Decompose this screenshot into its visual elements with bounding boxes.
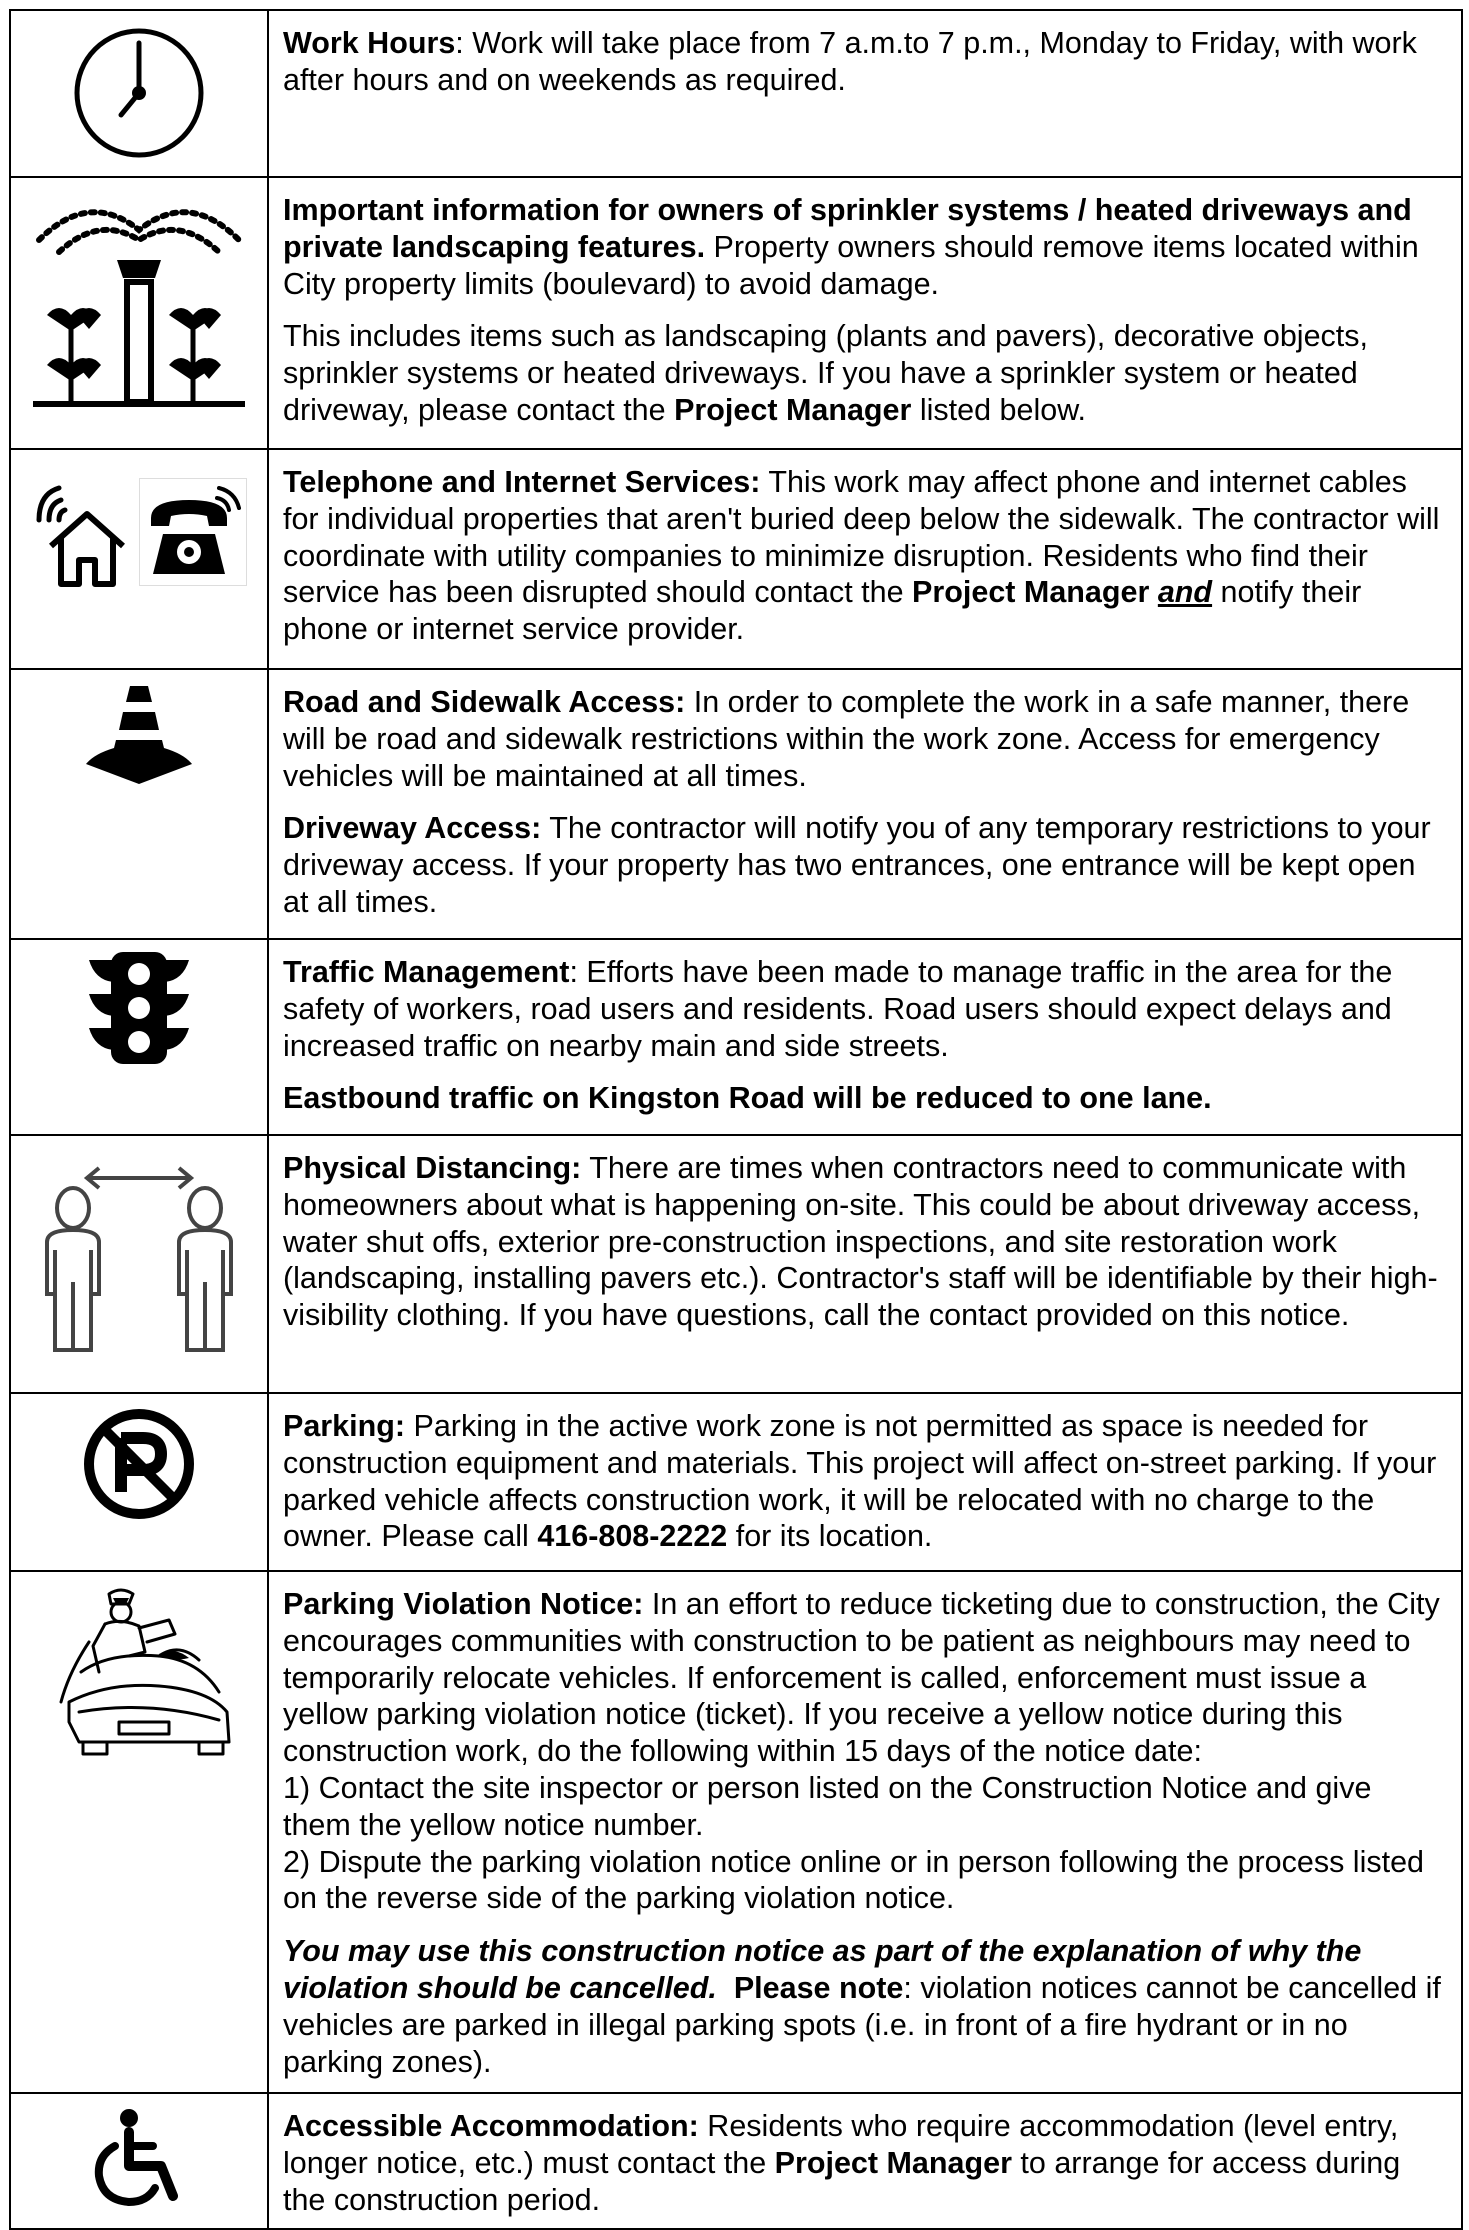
paragraph: [283, 192, 1447, 302]
home-wifi-icon: [29, 480, 129, 590]
notice-row-road-access: [10, 669, 1462, 939]
text-cell: [268, 449, 1462, 669]
paragraph: [283, 1408, 1447, 1555]
text-cell: [268, 939, 1462, 1135]
body-text: for its location.: [727, 1519, 933, 1554]
separator: :: [569, 955, 587, 989]
body-text: to arrange for access during the construction period.: [283, 2145, 1401, 2217]
icon-cell: [10, 1393, 268, 1571]
heading-driveway-access: Driveway Access:: [283, 811, 542, 846]
text-cell: [268, 177, 1462, 449]
traffic-light-icon: [89, 952, 189, 1064]
body-text: There are times when contractors need to communicate with homeowners about what is happening on-site. This could be about driveway access, water shut offs, exterior pre-construction inspections, and site restoration work (landscaping, installing pavers etc.). Contractor's staff will be identifiable by their high-visibility clothing. If you have questions, call the contact provided on this notice.: [283, 1151, 1438, 1333]
notice-row-traffic: [10, 939, 1462, 1135]
icon-cell: [10, 2093, 268, 2229]
paragraph: [283, 25, 1447, 99]
text-cell: [268, 2093, 1462, 2229]
step-2-text: 2) Dispute the parking violation notice online or in person following the process listed on the reverse side of the parking violation notice.: [283, 1844, 1425, 1916]
text-cell: [268, 1135, 1462, 1393]
separator: :: [455, 26, 473, 60]
construction-notice-table: [9, 9, 1463, 2230]
step-1-text: 1) Contact the site inspector or person listed on the Construction Notice and give them the yellow notice number.: [283, 1770, 1372, 1842]
no-parking-icon: [83, 1408, 195, 1520]
body-text: Property owners should remove items located within City property limits (boulevard) to avoid damage.: [283, 229, 1419, 301]
paragraph: [283, 810, 1447, 920]
heading-sprinkler: Important information for owners of sprinkler systems / heated driveways and private landscaping features.: [283, 193, 1412, 264]
separator: :: [903, 1970, 921, 2005]
body-text: Parking in the active work zone is not permitted as space is needed for construction equipment and materials. This project will affect on-street parking. If your parked vehicle affects construction work, it will be relocated with no charge to the owner. Please call: [283, 1409, 1437, 1554]
wheelchair-accessibility-icon: [91, 2108, 191, 2208]
paragraph: [283, 1933, 1447, 2080]
body-text: violation notices cannot be cancelled if vehicles are parked in illegal parking spots (i.e. in front of a fire hydrant or in no parking zones).: [283, 1970, 1441, 2079]
body-text: Efforts have been made to manage traffic in the area for the safety of workers, road users and residents. Road users should expect delays and increased traffic on nearby main and side streets.: [283, 955, 1393, 1063]
paragraph: [283, 954, 1447, 1064]
notice-row-physical-distancing: [10, 1135, 1462, 1393]
body-text: In order to complete the work in a safe manner, there will be road and sidewalk restrictions within the work zone. Access for emergency vehicles will be maintained at all times.: [283, 685, 1410, 793]
paragraph: [283, 1150, 1447, 1334]
heading-physical-distancing: Physical Distancing:: [283, 1151, 582, 1185]
sprinkler-garden-icon: [29, 190, 249, 420]
body-text: The contractor will notify you of any temporary restrictions to your driveway access. If your property has two entrances, one entrance will be kept open at all times.: [283, 811, 1431, 919]
notice-row-telephone-internet: [10, 449, 1462, 669]
telephone-icon: [139, 478, 247, 586]
text-cell: [268, 1393, 1462, 1571]
paragraph: [283, 2108, 1447, 2218]
traffic-cone-icon: [84, 684, 194, 784]
notice-row-parking: [10, 1393, 1462, 1571]
icon-cell: [10, 177, 268, 449]
body-text: This work may affect phone and internet cables for individual properties that aren't buried deep below the sidewalk. The contractor will coordinate with utility companies to minimize disruption. Residents who find their service has been disrupted should contact the: [283, 465, 1440, 610]
paragraph: [283, 684, 1447, 794]
notice-row-work-hours: [10, 10, 1462, 177]
project-manager-label: Project Manager: [774, 2145, 1012, 2180]
paragraph: [283, 1080, 1447, 1117]
notice-row-parking-violation: [10, 1571, 1462, 2093]
clock-icon: [71, 25, 207, 161]
text-cell: [268, 1571, 1462, 2093]
heading-road-access: Road and Sidewalk Access:: [283, 685, 686, 719]
heading-accessible-accommodation: Accessible Accommodation:: [283, 2109, 699, 2143]
body-text: Work will take place from 7 a.m.to 7 p.m., Monday to Friday, with work after hours and on weekends as required.: [283, 26, 1417, 97]
heading-parking: Parking:: [283, 1409, 406, 1443]
project-manager-label: Project Manager: [912, 575, 1150, 610]
icon-cell: [10, 1571, 268, 2093]
text-cell: [268, 669, 1462, 939]
project-manager-label: Project Manager: [674, 392, 912, 427]
text-cell: [268, 10, 1462, 177]
heading-telephone-internet: Telephone and Internet Services:: [283, 465, 761, 499]
and-emphasis: and: [1157, 575, 1213, 610]
heading-parking-violation: Parking Violation Notice:: [283, 1587, 644, 1621]
parking-ticket-officer-icon: [49, 1582, 239, 1762]
notice-row-accessibility: [10, 2093, 1462, 2229]
heading-work-hours: Work Hours: [283, 26, 456, 60]
icon-cell: [10, 669, 268, 939]
physical-distancing-icon: [39, 1164, 239, 1364]
body-text: notify their phone or internet service provider.: [283, 575, 1362, 647]
explanation-emphasis: You may use this construction notice as part of the explanation of why the violation should be cancelled.: [283, 1934, 1362, 2005]
paragraph: [283, 1586, 1447, 1917]
body-text: listed below.: [911, 392, 1087, 427]
parking-phone-number: 416-808-2222: [537, 1519, 728, 1554]
body-text: Residents who require accommodation (level entry, longer notice, etc.) must contact the: [283, 2109, 1399, 2180]
icon-cell: [10, 939, 268, 1135]
body-text: In an effort to reduce ticketing due to construction, the City encourages communities with construction to be patient as neighbours may need to temporarily relocate vehicles. If enforcement is called, enforcement must issue a yellow parking violation notice (ticket). If you receive a yellow notice during this construction work, do the following within 15 days of the notice date:: [283, 1587, 1440, 1769]
please-note-label: Please note: [733, 1970, 904, 2005]
eastbound-traffic-notice: Eastbound traffic on Kingston Road will be reduced to one lane.: [283, 1081, 1212, 1116]
icon-cell: [10, 1135, 268, 1393]
paragraph: [283, 318, 1447, 428]
body-text: This includes items such as landscaping (plants and pavers), decorative objects, sprinkler systems or heated driveways. If you have a sprinkler system or heated driveway, please contact the: [283, 319, 1368, 427]
icon-cell: [10, 449, 268, 669]
paragraph: [283, 464, 1447, 648]
heading-traffic-management: Traffic Management: [283, 955, 570, 989]
notice-row-sprinkler: [10, 177, 1462, 449]
icon-cell: [10, 10, 268, 177]
